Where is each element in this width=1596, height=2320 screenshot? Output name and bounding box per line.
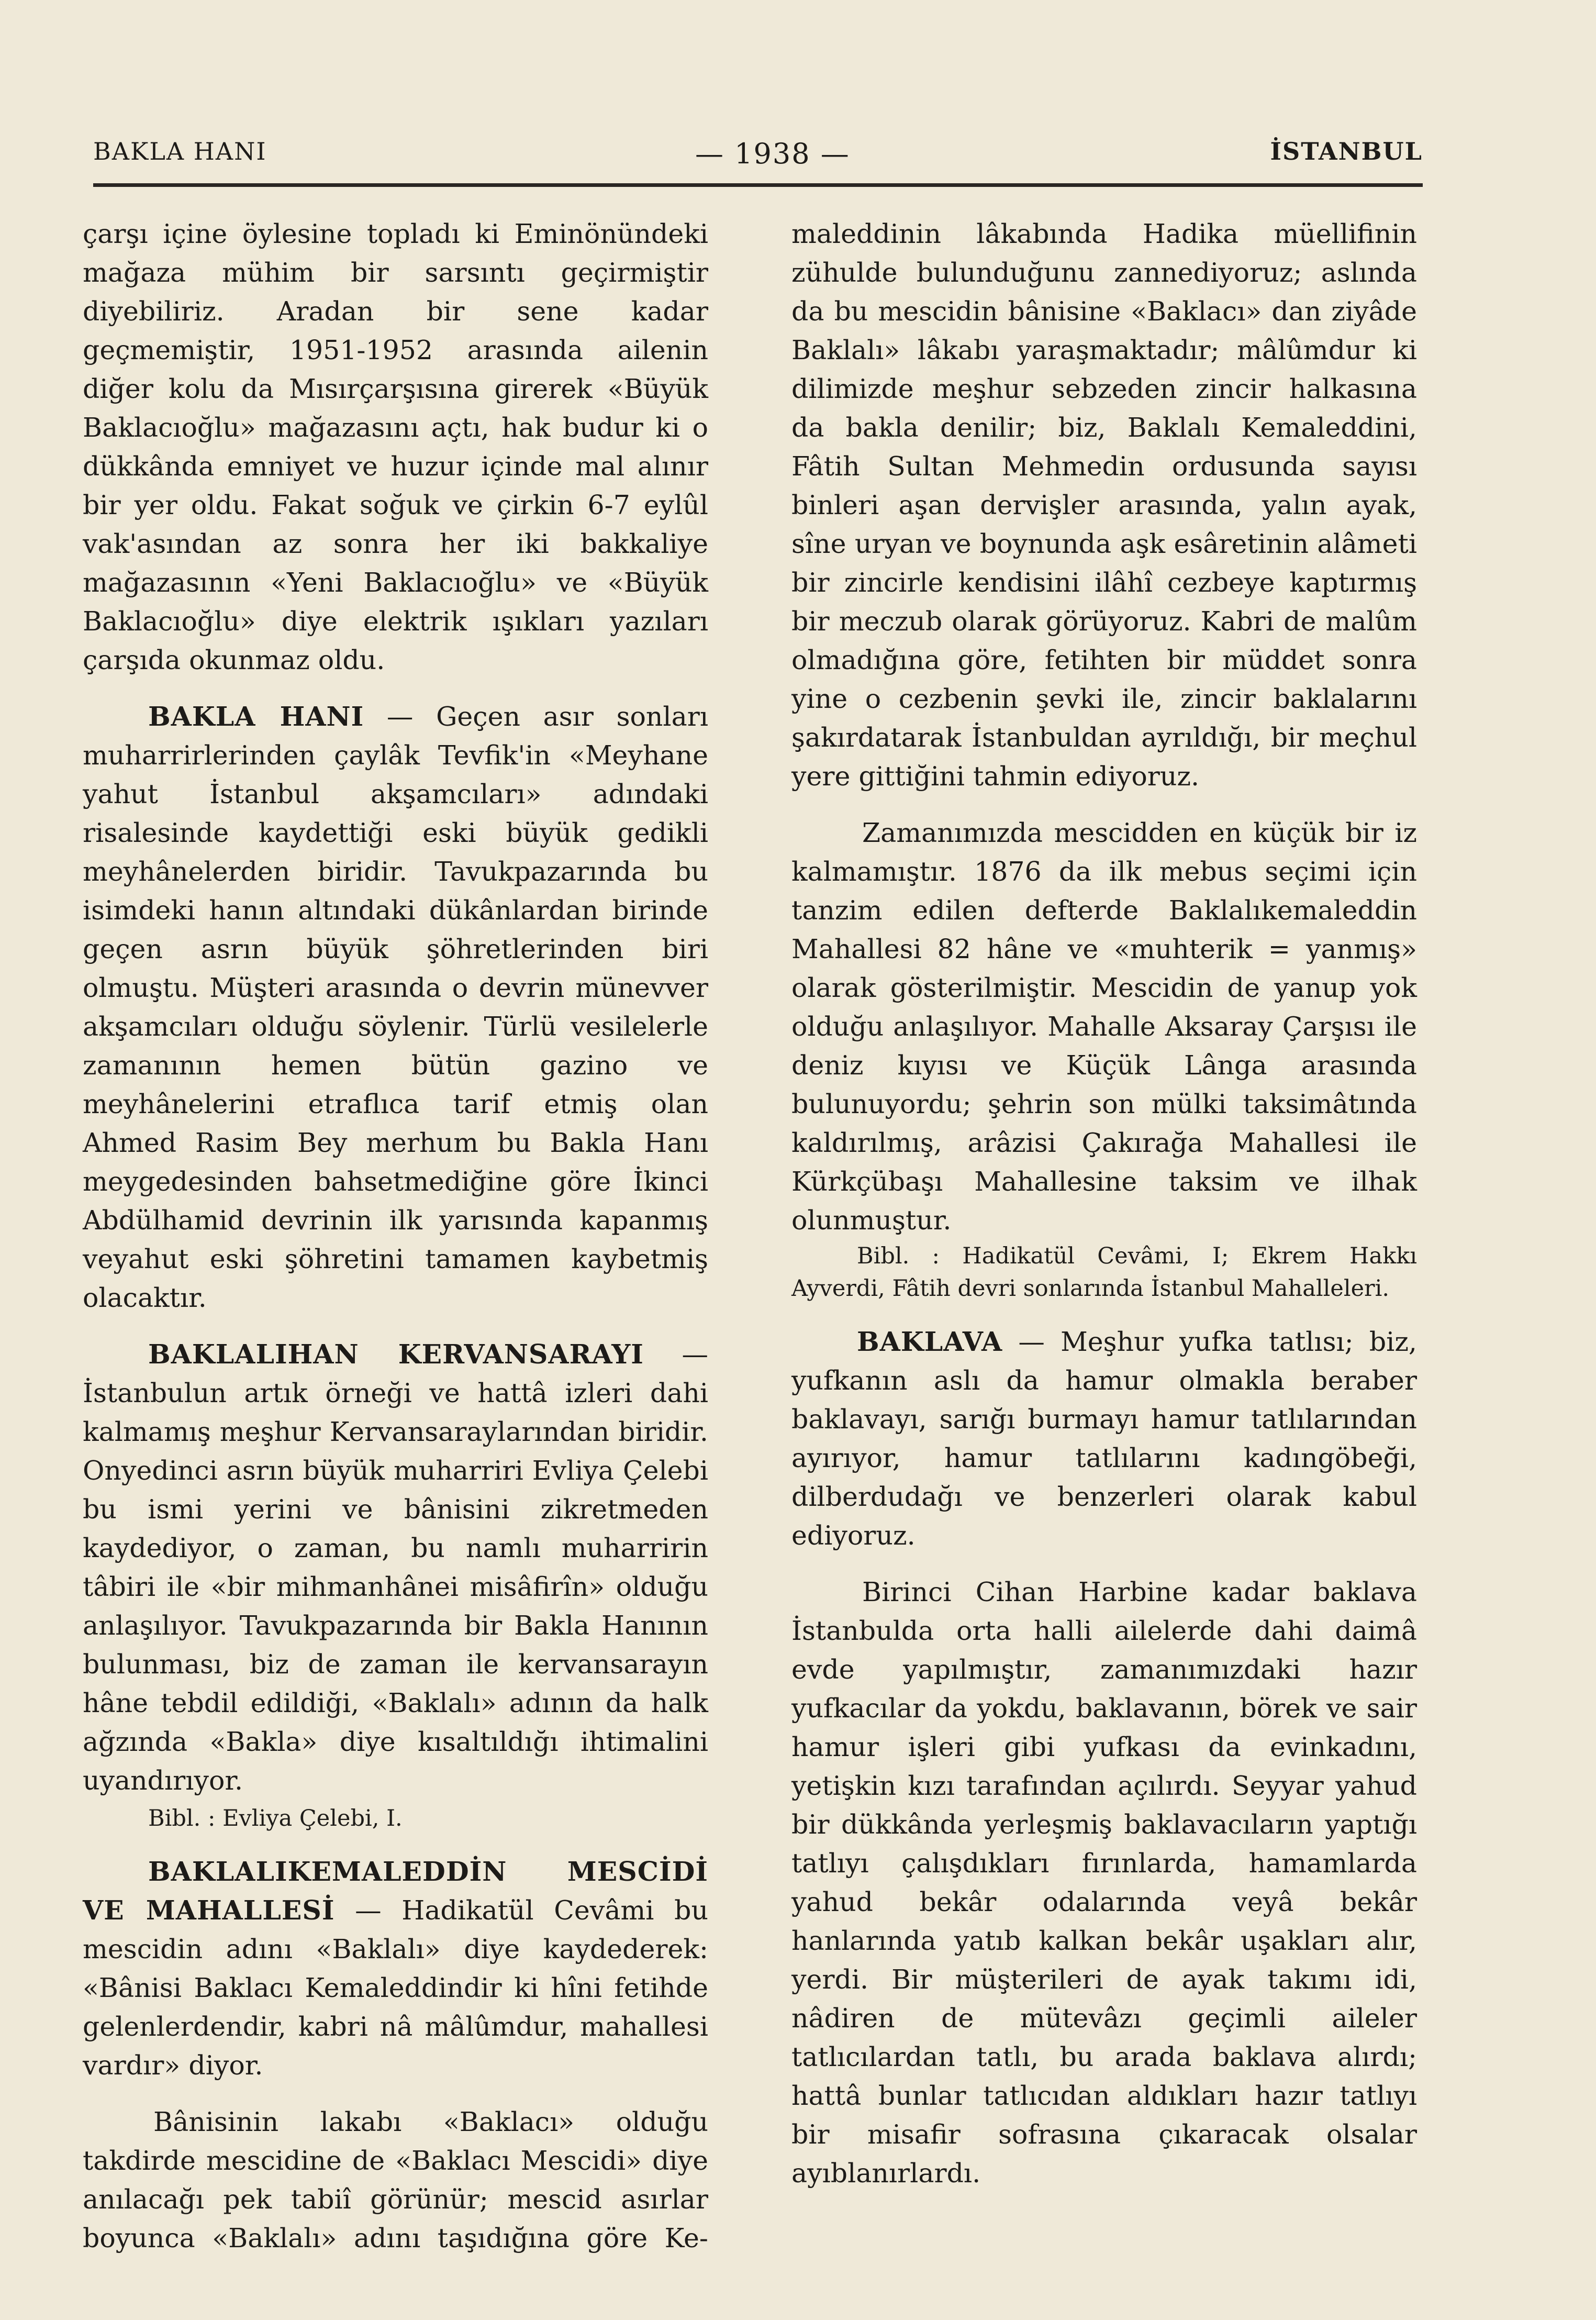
entry-title: BAKLAVA	[857, 1326, 1003, 1357]
entry-text: — Geçen asır sonları muharrirlerinden çaylâk Tevfik'in «Meyhane yahut İstanbul akşamcıları» adındaki risalesinde kaydettiği eski büyük gedikli meyhânelerden biridir. Tavukpazarında bu isimdeki hanın altındaki dükânlardan birinde geçen asrın büyük şöhretlerinden biri olmuştu. Müşteri arasında o devrin münevver akşamcıları olduğu söylenir. Türlü vesilelerle zamanının hemen bütün gazino ve meyhânelerini etraflıca tarif etmiş olan Ahmed Rasim Bey merhum bu Bakla Hanı meygedesinden bahsetmediğine göre İkinci Abdülhamid devrinin ilk yarısında kapanmış veyahut eski şöhretini tamamen kaybetmiş olacaktır.	[83, 701, 708, 1313]
page-number: — 1938 —	[695, 137, 850, 170]
entry-text: — Meşhur yufka tatlısı; biz, yufkanın aslı da hamur olmakla beraber baklavayı, sarığı burmayı hamur tatlılarından ayırıyor, hamur tatlılarını kadıngöbeği, dilberdudağı ve benzerleri olarak kabul ediyoruz.	[791, 1326, 1417, 1551]
entry-bakla-hani	[83, 697, 708, 1317]
entry-text: — İstanbulun artık örneği ve hattâ izleri dahi kalmamış meşhur Kervansaraylarından biridir. Onyedinci asrın büyük muharriri Evliya Çelebi bu ismi yerini ve bânisini zikretmeden kaydediyor, o zaman, bu namlı muharririn tâbiri ile «bir mihmanhânei misâfirîn» olduğu anlaşılıyor. Tavukpazarında bir Bakla Hanının bulunması, biz de zaman ile kervansarayın hâne tebdil edildiği, «Baklalı» adının da halk ağzında «Bakla» diye kısaltıldığı ihtimalini uyandırıyor.	[83, 1339, 708, 1796]
body-paragraph: Bânisinin lakabı «Baklacı» olduğu takdirde mescidine de «Baklacı Mescidi» diye anılacağı pek tabiî görünür; mescid asırlar boyunca «Baklalı» adını taşıdığına göre Ke-	[83, 2106, 708, 2254]
running-header	[93, 137, 1423, 179]
entry-baklava	[791, 1323, 1417, 1555]
entry-baklalikemaleddin-mescidi	[83, 1852, 708, 2085]
entry-title: BAKLALIKEMALEDDİN MESCİDİ VE MAHALLESİ	[83, 1856, 708, 1926]
header-rule	[93, 183, 1423, 187]
body-paragraph: Birinci Cihan Harbine kadar baklava İstanbulda orta halli ailelerde dahi daimâ evde yapılmıştır, zamanımızdaki hazır yufkacılar da yokdu, baklavanın, börek ve sair hamur işleri gibi yufkası da evinkadını, yetişkin kızı tarafından açılırdı. Seyyar yahud bir dükkânda yerleşmiş baklavacıların yaptığı tatlıyı çalışdıkları fırınlarda, hamamlarda yahud bekâr odalarında veyâ bekâr hanlarında yatıb kalkan bekâr uşakları alır, yerdi. Bir müşterileri de ayak takımı idi, nâdiren de mütevâzı geçimli aileler tatlıcılardan tatlı, bu arada baklava alırdı; hattâ bunlar tatlıcıdan aldıkları hazır tatlıyı bir misafir sofrasına çıkaracak olsalar ayıblanırlardı.	[791, 1577, 1417, 2189]
left-column	[83, 215, 708, 2258]
bibliography: Bibl. : Evliya Çelebi, I.	[148, 1805, 403, 1831]
continued-paragraph: maleddinin lâkabında Hadika müellifinin zühulde bulunduğunu zannediyoruz; aslında da bu mescidin bânisine «Baklacı» dan ziyâde Baklalı» lâkabı yaraşmaktadır; mâlûmdur ki dilimizde meşhur sebzeden zincir halkasına da bakla denilir; biz, Baklalı Kemaleddini, Fâtih Sultan Mehmedin ordusunda sayısı binleri aşan dervişler arasında, yalın ayak, sîne uryan ve boynunda aşk esâretinin alâmeti bir zincirle kendisini ilâhî cezbeye kaptırmış bir meczub olarak görüyoruz. Kabri de malûm olmadığına göre, fetihten bir müddet sonra yine o cezbenin şevki ile, zincir baklalarını şakırdatarak İstanbuldan ayrıldığı, bir meçhul yere gittiğini tahmin ediyoruz.	[791, 218, 1417, 792]
entry-text: — Hadikatül Cevâmi bu mescidin adını «Baklalı» diye kaydederek: «Bânisi Baklacı Kemaleddindir ki hîni fetihde gelenlerdendir, kabri nâ mâlûmdur, mahallesi vardır» diyor.	[83, 1895, 708, 2081]
entry-baklalihan-kervansarayi	[83, 1335, 708, 1800]
entry-title: BAKLALIHAN KERVANSARAYI	[148, 1339, 644, 1370]
body-paragraph: Zamanımızda mescidden en küçük bir iz kalmamıştır. 1876 da ilk mebus seçimi için tanzim edilen defterde Baklalıkemaleddin Mahallesi 82 hâne ve «muhterik = yanmış» olarak gösterilmiştir. Mescidin de yanup yok olduğu anlaşılıyor. Mahalle Aksaray Çarşısı ile deniz kıyısı ve Küçük Lânga arasında bulunuyordu; şehrin son mülki taksimâtında kaldırılmış, arâzisi Çakırağa Mahallesi ile Kürkçübaşı Mahallesine taksim ve ilhak olunmuştur.	[791, 817, 1417, 1236]
header-entry-name: BAKLA HANI	[93, 137, 267, 165]
header-publication-title: İSTANBUL	[1270, 137, 1423, 165]
bibliography: Bibl. : Hadikatül Cevâmi, I; Ekrem Hakkı Ayverdi, Fâtih devri sonlarında İstanbul Mahalleleri.	[791, 1243, 1417, 1302]
right-column	[791, 215, 1417, 2193]
continued-paragraph: çarşı içine öylesine topladı ki Eminönündeki mağaza mühim bir sarsıntı geçirmiştir diyebiliriz. Aradan bir sene kadar geçmemiştir, 1951-1952 arasında ailenin diğer kolu da Mısırçarşısına girerek «Büyük Baklacıoğlu» mağazasını açtı, hak budur ki o dükkânda emniyet ve huzur içinde mal alınır bir yer oldu. Fakat soğuk ve çirkin 6-7 eylûl vak'asından az sonra her iki bakkaliye mağazasının «Yeni Baklacıoğlu» ve «Büyük Baklacıoğlu» diye elektrik ışıkları yazıları çarşıda okunmaz oldu.	[83, 218, 708, 675]
entry-title: BAKLA HANI	[148, 701, 364, 732]
